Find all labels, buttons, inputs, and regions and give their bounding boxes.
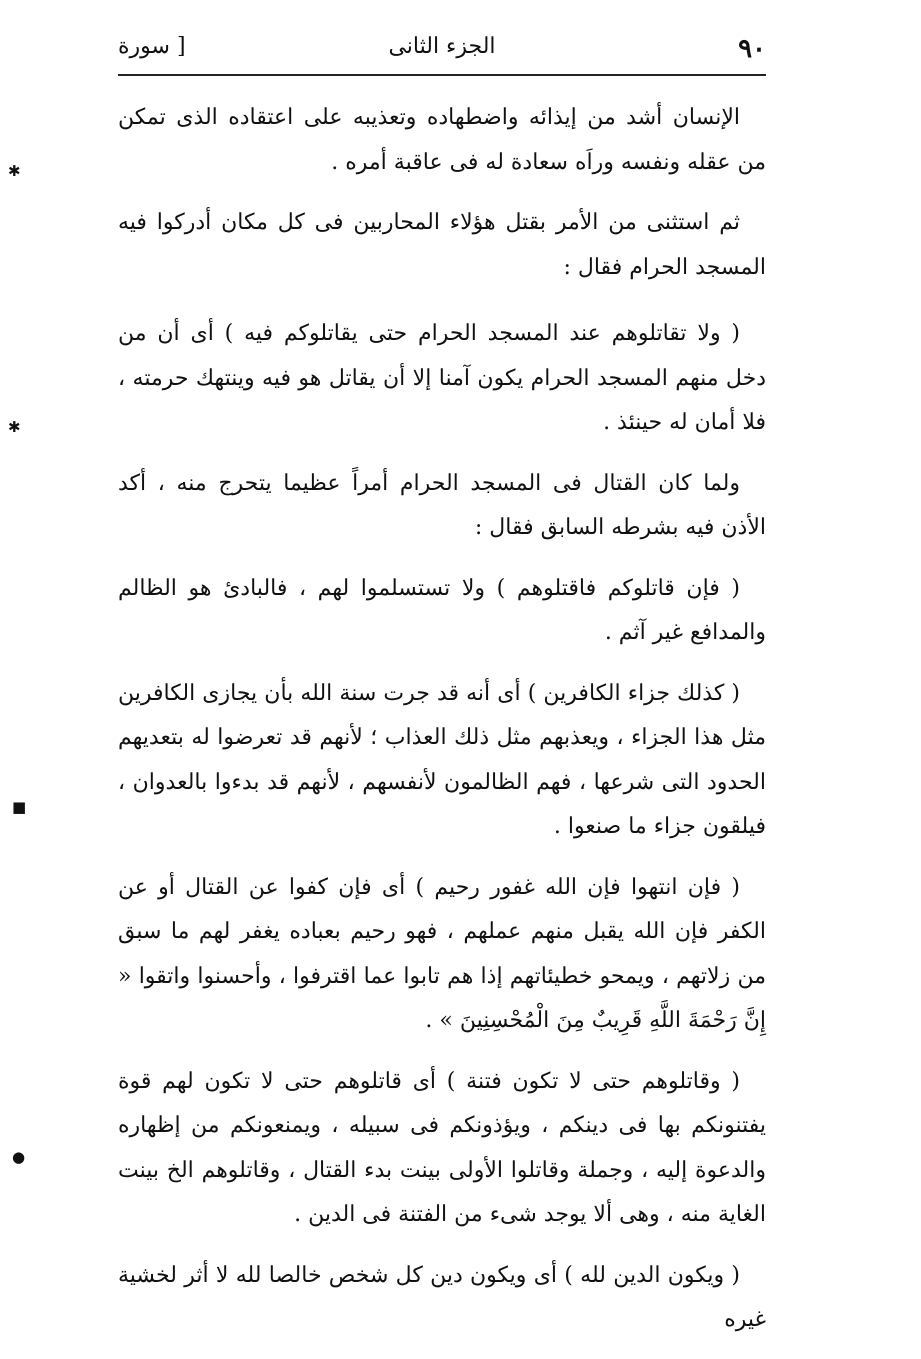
paragraph: ثم استثنى من الأمر بقتل هؤلاء المحاربين فى كل مكان أدركوا فيه المسجد الحرام فقال :	[118, 210, 766, 280]
paragraph: ( ولا تقاتلوهم عند المسجد الحرام حتى يقاتلوكم فيه ) أى أن من دخل منهم المسجد الحرام يكون آمنا إلا أن يقاتل هو فيه وينتهك حرمته ، فلا أمان له حينئذ .	[118, 321, 766, 435]
part-title: الجزء الثانى	[388, 34, 496, 59]
paragraph: ( فإن انتهوا فإن الله غفور رحيم ) أى فإن كفوا عن القتال أو عن الكفر فإن الله يقبل منهم عملهم ، فهو رحيم بعباده يغفر لهم ما سبق من زلاتهم ، ويمحو خطيئاتهم إذا هم تابوا عما اقترفوا ، وأحسنوا واتقوا « إِنَّ رَحْمَةَ اللَّهِ قَرِيبٌ مِنَ الْمُحْسِنِينَ » .	[118, 874, 766, 1033]
paragraph: ( فإن قاتلوكم فاقتلوهم ) ولا تستسلموا لهم ، فالبادئ هو الظالم والمدافع غير آثم .	[118, 575, 766, 645]
ink-blot-mark: ✱	[8, 418, 21, 436]
body-text	[118, 96, 766, 1359]
ink-blot-mark: ■	[12, 798, 27, 816]
header-rule	[118, 74, 766, 76]
paragraph: ( ويكون الدين لله ) أى ويكون دين كل شخص خالصا لله لا أثر لخشية غيره	[118, 1262, 766, 1332]
paragraph: ( كذلك جزاء الكافرين ) أى أنه قد جرت سنة الله بأن يجازى الكافرين مثل هذا الجزاء ، ويعذبهم مثل ذلك العذاب ؛ لأنهم قد تعرضوا له بتعديهم الحدود التى شرعها ، فهم الظالمون لأنفسهم ، لأنهم قد بدءوا بالعدوان ، فيلقون جزاء ما صنعوا .	[118, 680, 766, 839]
ink-blot-mark: ●	[12, 1148, 26, 1166]
page-number: ٩٠	[738, 34, 766, 64]
surah-label: [ سورة	[118, 34, 186, 59]
page-header	[118, 28, 766, 72]
paragraph: ولما كان القتال فى المسجد الحرام أمراً عظيما يتحرج منه ، أكد الأذن فيه بشرطه السابق فقال :	[118, 470, 766, 540]
paragraph: الإنسان أشد من إيذائه واضطهاده وتعذيبه على اعتقاده الذى تمكن من عقله ونفسه وراَه سعادة له فى عاقبة أمره .	[118, 105, 766, 175]
paragraph: ( وقاتلوهم حتى لا تكون فتنة ) أى قاتلوهم حتى لا تكون لهم قوة يفتنونكم بها فى دينكم ، ويؤذونكم فى سبيله ، ويمنعونكم من إظهاره والدعوة إليه ، وجملة وقاتلوا الأولى بينت بدء القتال ، وقاتلوهم الخ بينت الغاية منه ، وهى ألا يوجد شىء من الفتنة فى الدين .	[118, 1068, 766, 1227]
ink-blot-mark: ✱	[8, 162, 21, 180]
